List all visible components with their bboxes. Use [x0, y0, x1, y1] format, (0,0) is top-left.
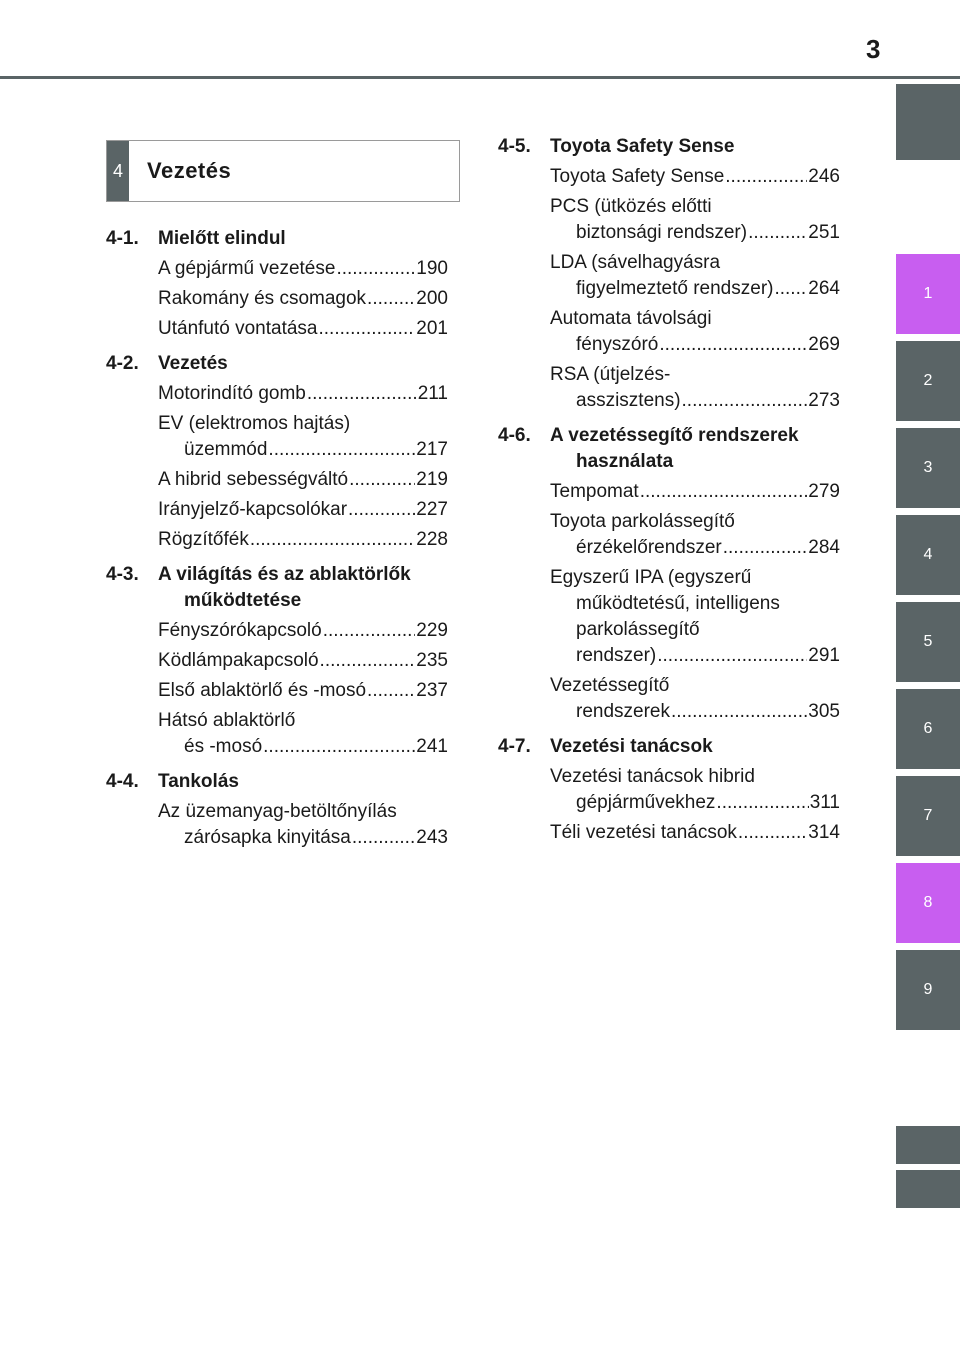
- toc-entry[interactable]: [158, 497, 448, 523]
- dot-leader: [682, 388, 808, 414]
- chapter-tab-6[interactable]: 6: [896, 689, 960, 769]
- section-code: 4-7.: [498, 736, 531, 757]
- entry-page-number: 211: [417, 383, 448, 404]
- dot-leader: [336, 256, 415, 282]
- entry-line: működtetésű, intelligens: [576, 593, 780, 614]
- header-rule: [0, 76, 960, 79]
- section-title-line: A vezetéssegítő rendszerek: [550, 425, 799, 446]
- entry-last-line: [550, 164, 840, 190]
- entry-last-line: [158, 734, 448, 760]
- section-title-line: használata: [576, 451, 674, 472]
- dot-leader: [748, 220, 807, 246]
- toc-entry[interactable]: [550, 362, 840, 414]
- entry-line: Hátsó ablaktörlő: [158, 710, 296, 731]
- entry-text: fényszóró: [576, 334, 659, 355]
- entry-page-number: 237: [416, 680, 448, 701]
- entry-page-number: 264: [808, 278, 840, 299]
- toc-entry[interactable]: [158, 381, 448, 407]
- entry-text: és -mosó: [184, 736, 263, 757]
- entry-line: Toyota parkolássegítő: [550, 511, 735, 532]
- entry-page-number: 227: [416, 499, 448, 520]
- section-heading[interactable]: [106, 226, 448, 252]
- section-heading[interactable]: [106, 562, 448, 614]
- entry-text: Ködlámpakapcsoló: [158, 650, 319, 671]
- entry-text: Téli vezetési tanácsok: [550, 822, 737, 843]
- entry-line: RSA (útjelzés-: [550, 364, 671, 385]
- dot-leader: [774, 276, 807, 302]
- section-title: [158, 769, 448, 795]
- section-title-line: Tankolás: [158, 771, 239, 792]
- entry-text: A hibrid sebességváltó: [158, 469, 349, 490]
- toc-entry[interactable]: [158, 799, 448, 851]
- entry-page-number: 291: [808, 645, 840, 666]
- entry-text: rendszerek: [576, 701, 670, 722]
- toc-entry[interactable]: [158, 708, 448, 760]
- toc-entry[interactable]: [158, 256, 448, 282]
- entry-last-line: [158, 316, 448, 342]
- toc-right-column: [498, 134, 840, 855]
- entry-page-number: 273: [808, 390, 840, 411]
- entry-page-number: 269: [808, 334, 840, 355]
- entry-page-number: 246: [808, 166, 840, 187]
- entry-last-line: [550, 479, 840, 505]
- toc-entry[interactable]: [158, 467, 448, 493]
- entry-page-number: 241: [416, 736, 448, 757]
- entry-text: biztonsági rendszer): [576, 222, 748, 243]
- page-number: 3: [866, 34, 881, 64]
- dot-leader: [319, 316, 416, 342]
- entry-line: Vezetési tanácsok hibrid: [550, 766, 755, 787]
- toc-entry[interactable]: [158, 316, 448, 342]
- chapter-tab-blank[interactable]: [896, 1170, 960, 1208]
- entry-line: LDA (sávelhagyásra: [550, 252, 721, 273]
- dot-leader: [268, 437, 415, 463]
- entry-text: Toyota Safety Sense: [550, 166, 725, 187]
- section-code: 4-4.: [106, 771, 139, 792]
- chapter-header: [106, 140, 460, 202]
- chapter-tab-1[interactable]: 1: [896, 254, 960, 334]
- toc-section: [106, 562, 448, 769]
- entry-page-number: 190: [416, 258, 448, 279]
- section-heading[interactable]: [498, 423, 840, 475]
- toc-entry[interactable]: [550, 250, 840, 302]
- section-code: 4-3.: [106, 564, 139, 585]
- toc-entry[interactable]: [550, 673, 840, 725]
- toc-entry[interactable]: [550, 479, 840, 505]
- entry-line: Az üzemanyag-betöltőnyílás: [158, 801, 397, 822]
- toc-section: [106, 769, 448, 860]
- dot-leader: [348, 497, 415, 523]
- entry-last-line: [158, 678, 448, 704]
- entry-page-number: 311: [809, 792, 840, 813]
- entry-text: Irányjelző-kapcsolókar: [158, 499, 348, 520]
- entry-last-line: [550, 790, 840, 816]
- section-gap: [106, 855, 448, 860]
- toc-left-column: [106, 226, 448, 860]
- section-title: [158, 562, 448, 614]
- entry-page-number: 200: [416, 288, 448, 309]
- entry-page-number: 219: [416, 469, 448, 490]
- section-heading[interactable]: [498, 734, 840, 760]
- dot-leader: [349, 467, 415, 493]
- chapter-tab-2[interactable]: 2: [896, 341, 960, 421]
- chapter-tab-8[interactable]: 8: [896, 863, 960, 943]
- section-heading[interactable]: [498, 134, 840, 160]
- entry-text: figyelmeztető rendszer): [576, 278, 774, 299]
- dot-leader: [723, 535, 808, 561]
- dot-leader: [307, 381, 417, 407]
- section-title: [158, 226, 448, 252]
- entry-page-number: 235: [416, 650, 448, 671]
- entry-last-line: [550, 276, 840, 302]
- entry-last-line: [550, 388, 840, 414]
- section-title-line: Toyota Safety Sense: [550, 136, 735, 157]
- chapter-tab-4[interactable]: 4: [896, 515, 960, 595]
- section-heading[interactable]: [106, 351, 448, 377]
- entry-page-number: 201: [416, 318, 448, 339]
- toc-entry[interactable]: [158, 286, 448, 312]
- dot-leader: [716, 790, 808, 816]
- entry-text: Első ablaktörlő és -mosó: [158, 680, 367, 701]
- dot-leader: [367, 678, 415, 704]
- entry-text: asszisztens): [576, 390, 681, 411]
- entry-page-number: 251: [808, 222, 840, 243]
- dot-leader: [352, 825, 415, 851]
- entry-last-line: [158, 381, 448, 407]
- entry-text: rendszer): [576, 645, 657, 666]
- section-heading[interactable]: [106, 769, 448, 795]
- toc-entry[interactable]: [550, 509, 840, 561]
- entry-line: PCS (ütközés előtti: [550, 196, 712, 217]
- entry-last-line: [550, 699, 840, 725]
- toc-entry[interactable]: [550, 820, 840, 846]
- entry-page-number: 217: [416, 439, 448, 460]
- entry-text: érzékelőrendszer: [576, 537, 722, 558]
- entry-line: EV (elektromos hajtás): [158, 413, 351, 434]
- entry-line: Automata távolsági: [550, 308, 712, 329]
- toc-entry[interactable]: [158, 411, 448, 463]
- entry-last-line: [550, 220, 840, 246]
- chapter-tab-7[interactable]: 7: [896, 776, 960, 856]
- toc-section: [498, 734, 840, 855]
- toc-entry[interactable]: [550, 565, 840, 669]
- entry-text: Motorindító gomb: [158, 383, 306, 404]
- entry-last-line: [158, 497, 448, 523]
- section-code: 4-2.: [106, 353, 139, 374]
- entry-text: Fényszórókapcsoló: [158, 620, 322, 641]
- dot-leader: [320, 648, 416, 674]
- section-title: [550, 423, 840, 475]
- entry-text: üzemmód: [184, 439, 268, 460]
- entry-last-line: [158, 648, 448, 674]
- dot-leader: [659, 332, 807, 358]
- chapter-tab-9[interactable]: 9: [896, 950, 960, 1030]
- entry-text: gépjárművekhez: [576, 792, 716, 813]
- chapter-title: Vezetés: [147, 158, 232, 183]
- toc-section: [498, 423, 840, 734]
- section-title: [550, 134, 840, 160]
- chapter-tab-3[interactable]: 3: [896, 428, 960, 508]
- toc-section: [106, 351, 448, 562]
- entry-last-line: [158, 437, 448, 463]
- section-title: [550, 734, 840, 760]
- dot-leader: [657, 643, 807, 669]
- entry-text: Rögzítőfék: [158, 529, 249, 550]
- toc-entry[interactable]: [158, 678, 448, 704]
- section-title-line: Vezetési tanácsok: [550, 736, 713, 757]
- chapter-number: 4: [107, 141, 129, 201]
- entry-text: A gépjármű vezetése: [158, 258, 336, 279]
- entry-last-line: [158, 467, 448, 493]
- dot-leader: [725, 164, 807, 190]
- toc-entry[interactable]: [550, 194, 840, 246]
- entry-line: parkolássegítő: [576, 619, 700, 640]
- dot-leader: [738, 820, 807, 846]
- chapter-tab-blank[interactable]: [896, 84, 960, 160]
- section-title-line: A világítás és az ablaktörlők: [158, 564, 411, 585]
- toc-entry[interactable]: [158, 618, 448, 644]
- dot-leader: [323, 618, 416, 644]
- entry-page-number: 228: [416, 529, 448, 550]
- dot-leader: [367, 286, 415, 312]
- chapter-tab-blank[interactable]: [896, 1126, 960, 1164]
- entry-text: zárósapka kinyitása: [184, 827, 351, 848]
- section-title: [158, 351, 448, 377]
- dot-leader: [671, 699, 807, 725]
- entry-last-line: [158, 256, 448, 282]
- section-code: 4-1.: [106, 228, 139, 249]
- section-title-line: Mielőtt elindul: [158, 228, 286, 249]
- entry-last-line: [158, 286, 448, 312]
- toc-section: [106, 226, 448, 351]
- dot-leader: [263, 734, 415, 760]
- entry-text: Tempomat: [550, 481, 639, 502]
- toc-entry[interactable]: [158, 648, 448, 674]
- section-code: 4-6.: [498, 425, 531, 446]
- entry-page-number: 305: [808, 701, 840, 722]
- entry-page-number: 314: [808, 822, 840, 843]
- entry-page-number: 243: [416, 827, 448, 848]
- dot-leader: [640, 479, 808, 505]
- entry-last-line: [158, 618, 448, 644]
- toc-entry[interactable]: [550, 164, 840, 190]
- chapter-tab-5[interactable]: 5: [896, 602, 960, 682]
- entry-last-line: [158, 825, 448, 851]
- entry-page-number: 229: [416, 620, 448, 641]
- entry-text: Utánfutó vontatása: [158, 318, 318, 339]
- toc-entry[interactable]: [158, 527, 448, 553]
- section-title-line: működtetése: [184, 590, 302, 611]
- entry-last-line: [158, 527, 448, 553]
- toc-section: [498, 134, 840, 423]
- entry-last-line: [550, 535, 840, 561]
- section-gap: [498, 850, 840, 855]
- section-code: 4-5.: [498, 136, 531, 157]
- entry-last-line: [550, 332, 840, 358]
- entry-page-number: 279: [808, 481, 840, 502]
- entry-last-line: [550, 643, 840, 669]
- entry-line: Egyszerű IPA (egyszerű: [550, 567, 752, 588]
- toc-entry[interactable]: [550, 764, 840, 816]
- entry-page-number: 284: [808, 537, 840, 558]
- entry-text: Rakomány és csomagok: [158, 288, 367, 309]
- entry-line: Vezetéssegítő: [550, 675, 670, 696]
- dot-leader: [250, 527, 415, 553]
- entry-last-line: [550, 820, 840, 846]
- section-title-line: Vezetés: [158, 353, 228, 374]
- toc-entry[interactable]: [550, 306, 840, 358]
